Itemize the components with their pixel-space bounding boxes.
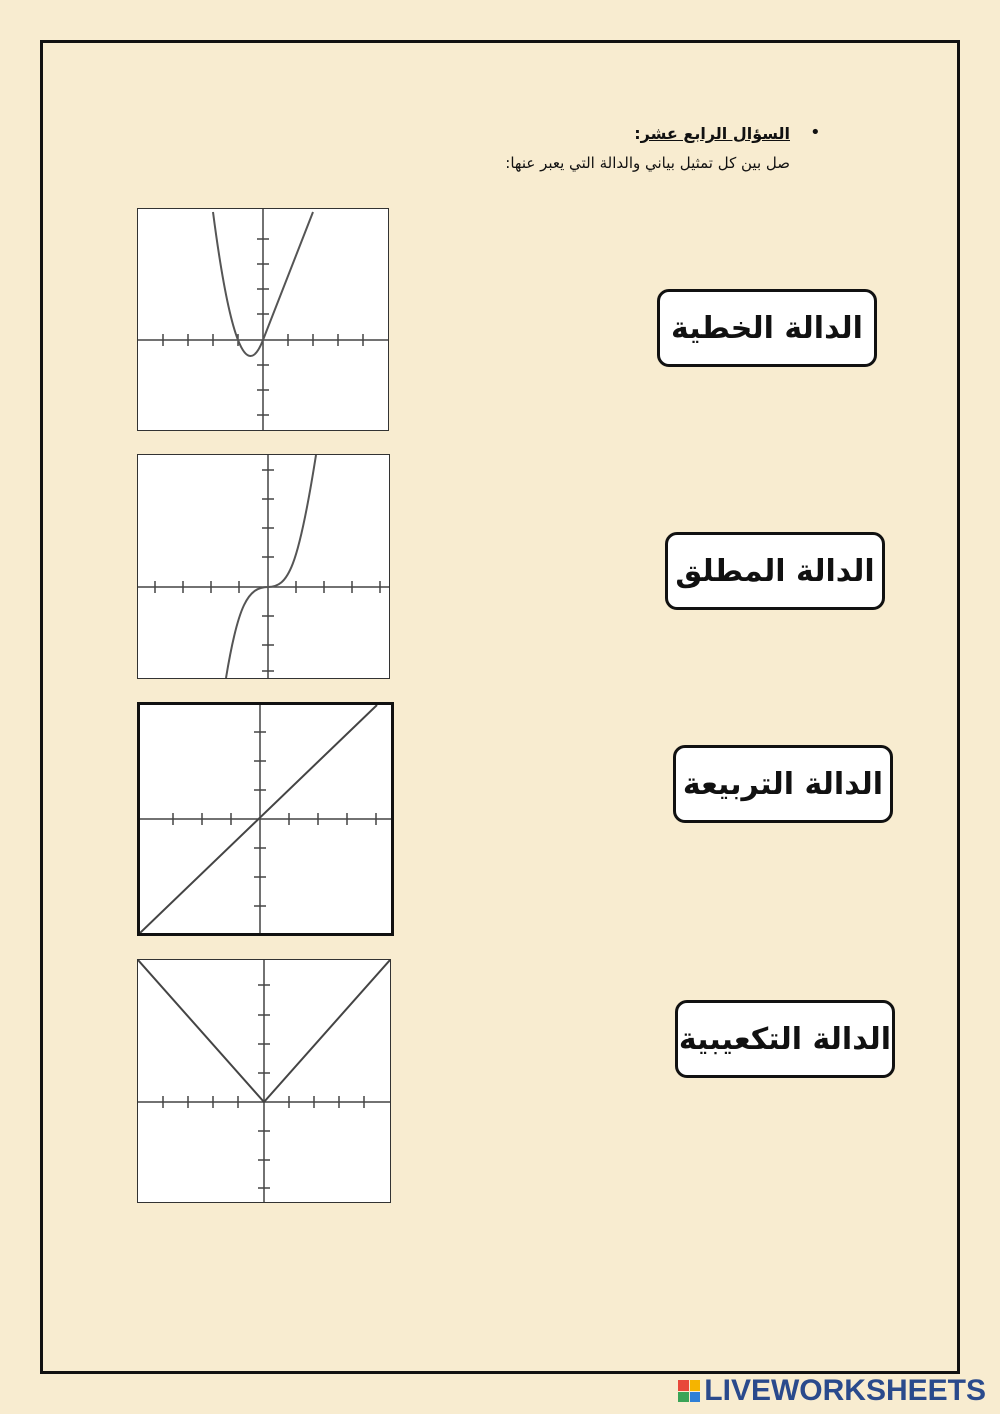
graph-absolute-plot — [138, 960, 390, 1202]
question-instruction: صل بين كل تمثيل بياني والدالة التي يعبر عنها: — [505, 154, 790, 172]
logo-square-2 — [690, 1380, 701, 1391]
label-absolute-function[interactable]: الدالة المطلق — [665, 532, 885, 610]
liveworksheets-logo-icon — [678, 1380, 700, 1402]
label-cubic-function[interactable]: الدالة التكعيبية — [675, 1000, 895, 1078]
label-quadratic-function[interactable]: الدالة التربيعة — [673, 745, 893, 823]
bullet-dot: • — [810, 122, 821, 143]
graph-absolute[interactable] — [137, 959, 391, 1203]
graph-cubic-plot — [138, 455, 389, 678]
graph-quadratic[interactable] — [137, 208, 389, 431]
liveworksheets-text: LIVEWORKSHEETS — [704, 1374, 986, 1407]
logo-square-1 — [678, 1380, 689, 1391]
question-title: السؤال الرابع عشر: — [634, 124, 790, 143]
logo-square-4 — [690, 1392, 701, 1403]
label-linear-function[interactable]: الدالة الخطية — [657, 289, 877, 367]
graph-linear-plot — [140, 705, 391, 933]
liveworksheets-brand[interactable] — [678, 1374, 986, 1408]
logo-square-3 — [678, 1392, 689, 1403]
graph-linear[interactable] — [137, 702, 394, 936]
graph-quadratic-plot — [138, 209, 388, 430]
graph-cubic[interactable] — [137, 454, 390, 679]
